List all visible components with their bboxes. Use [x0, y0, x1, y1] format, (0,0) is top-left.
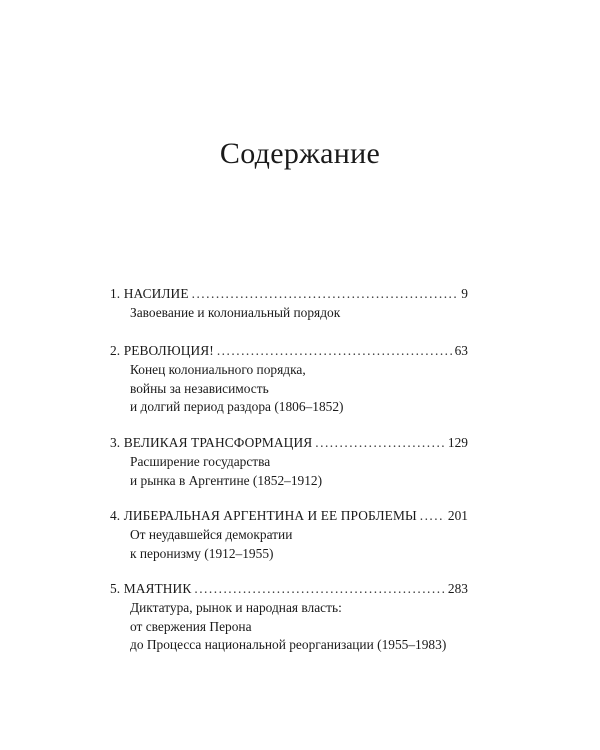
toc-entry-title: 5. МАЯТНИК — [110, 581, 192, 596]
dot-leader — [315, 433, 445, 453]
toc-entry-subtitle: Завоевание и колониальный порядок — [130, 305, 341, 320]
toc-entry-2[interactable] — [110, 341, 468, 417]
toc-entry-heading[interactable] — [110, 579, 468, 599]
toc-entry-subtitle: и рынка в Аргентине (1852–1912) — [130, 472, 323, 488]
toc-entry-heading[interactable] — [110, 506, 468, 526]
toc-entry-subtitle: Диктатура, рынок и народная власть: — [130, 600, 342, 615]
toc-entry-subtitle: войны за независимость — [130, 380, 269, 396]
toc-entry-title: 1. НАСИЛИЕ — [110, 286, 189, 301]
dot-leader — [420, 506, 445, 526]
toc-entry-4[interactable] — [110, 506, 468, 563]
toc-entry-subtitle: Расширение государства — [130, 454, 271, 469]
toc-entry-heading[interactable] — [110, 284, 468, 304]
toc-entry-page-number: 201 — [447, 508, 468, 523]
toc-entry-subtitle: до Процесса национальной реорганизации (1955–1983) — [130, 637, 447, 652]
toc-entry-page-number: 9 — [461, 286, 468, 301]
toc-entry-3[interactable] — [110, 433, 468, 490]
toc-entry-subtitle: Конец колониального порядка, — [130, 362, 306, 377]
dot-leader — [217, 341, 452, 361]
toc-entry-subtitle: к перонизму (1912–1955) — [130, 545, 274, 561]
toc-entry-subtitle: от свержения Перона — [130, 618, 252, 634]
toc-entry-page-number: 129 — [447, 435, 468, 450]
dot-leader — [192, 284, 459, 304]
toc-entry-5[interactable] — [110, 579, 468, 655]
toc-entry-heading[interactable] — [110, 341, 468, 361]
toc-entry-page-number: 63 — [454, 343, 468, 358]
toc-entry-heading[interactable] — [110, 433, 468, 453]
page-title: Содержание — [219, 137, 381, 170]
toc-entry-subtitle: и долгий период раздора (1806–1852) — [130, 399, 344, 414]
toc-entry-page-number: 283 — [447, 581, 468, 596]
toc-entry-title: 2. РЕВОЛЮЦИЯ! — [110, 343, 214, 358]
toc-entry-title: 4. ЛИБЕРАЛЬНАЯ АРГЕНТИНА И ЕЕ ПРОБЛЕМЫ — [110, 508, 417, 523]
toc-entry-title: 3. ВЕЛИКАЯ ТРАНСФОРМАЦИЯ — [110, 435, 313, 450]
toc-entry-subtitle: От неудавшейся демократии — [130, 527, 293, 542]
toc-entry-1[interactable] — [110, 284, 468, 323]
dot-leader — [194, 579, 445, 599]
